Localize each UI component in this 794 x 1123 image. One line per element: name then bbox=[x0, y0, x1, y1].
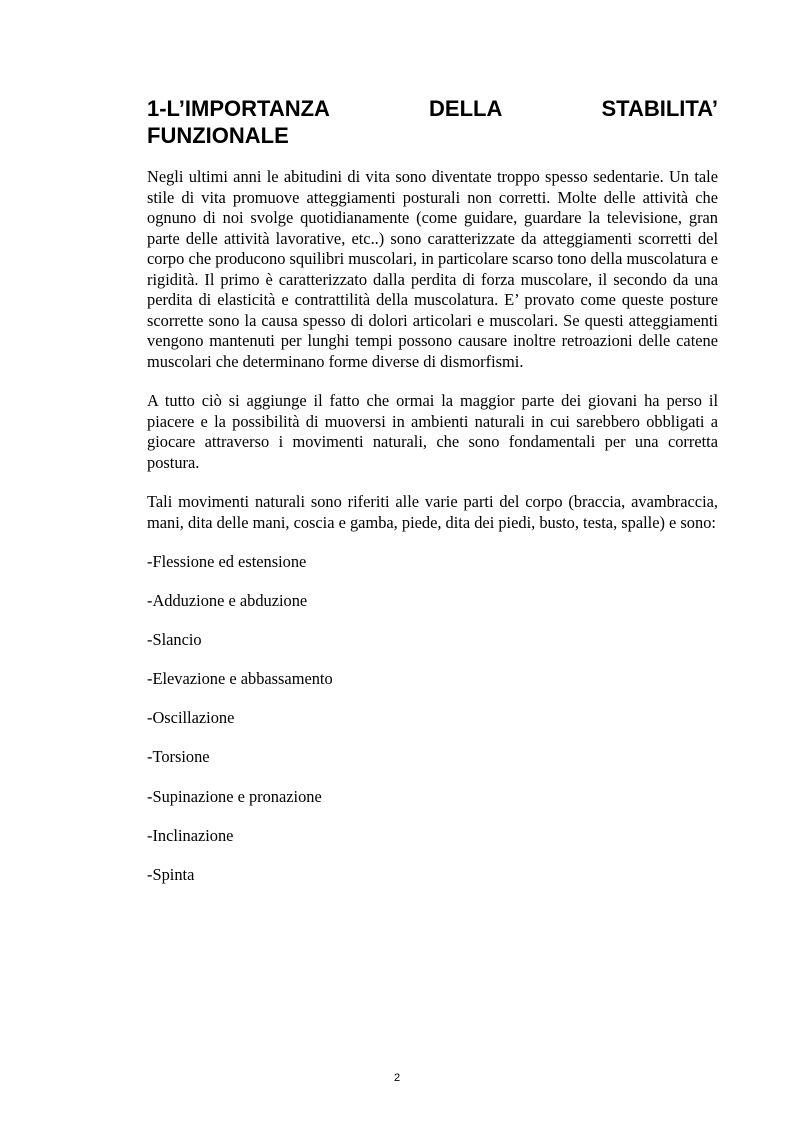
list-item: -Slancio bbox=[147, 630, 202, 650]
list-item: -Inclinazione bbox=[147, 825, 234, 845]
body-paragraph: Negli ultimi anni le abitudini di vita sono diventate troppo spesso sedentarie. Un tale stile di vita promuove atteggiamenti posturali non corretti. Molte delle attività che ognuno di noi svolge quotidianamente (come guidare, guardare la televisione, gran parte delle attività lavorative, etc..) sono caratterizzate da atteggiamenti scorretti del corpo che producono squilibri muscolari, in particolare scarso tono della muscolatura e rigidità. Il primo è caratterizzato dalla perdita di forza muscolare, il secondo da una perdita di elasticità e contrattilità della muscolatura. E’ provato come queste posture scorrette sono la causa spesso di dolori articolari e muscolari. Se questi atteggiamenti vengono mantenuti per lunghi tempi possono causare inoltre retroazioni delle catene muscolari che determinano forme diverse di dismorfismi. bbox=[147, 167, 718, 371]
list-item: -Torsione bbox=[147, 747, 210, 767]
movements-list bbox=[147, 552, 718, 885]
heading-word: STABILITA’ bbox=[601, 96, 718, 121]
section-heading-line-1 bbox=[147, 95, 718, 122]
list-item: -Supinazione e pronazione bbox=[147, 786, 322, 806]
list-item: -Adduzione e abduzione bbox=[147, 591, 308, 611]
body-paragraph: Tali movimenti naturali sono riferiti alle varie parti del corpo (braccia, avambraccia, mani, dita delle mani, coscia e gamba, piede, dita dei piedi, busto, testa, spalle) e sono: bbox=[147, 492, 718, 532]
list-item: -Oscillazione bbox=[147, 708, 235, 728]
heading-word: 1-L’IMPORTANZA bbox=[147, 96, 330, 121]
heading-word: DELLA bbox=[429, 96, 503, 121]
page-number: 2 bbox=[393, 1072, 401, 1084]
section-heading bbox=[147, 95, 718, 149]
page-content bbox=[147, 95, 718, 904]
list-item: -Elevazione e abbassamento bbox=[147, 669, 333, 689]
section-heading-line-2: FUNZIONALE bbox=[147, 123, 289, 148]
list-item: -Spinta bbox=[147, 864, 195, 884]
list-item: -Flessione ed estensione bbox=[147, 552, 307, 571]
body-paragraph: A tutto ciò si aggiunge il fatto che ormai la maggior parte dei giovani ha perso il piacere e la possibilità di muoversi in ambienti naturali in cui sarebbero obbligati a giocare attraverso i movimenti naturali, che sono fondamentali per una corretta postura. bbox=[147, 391, 718, 472]
